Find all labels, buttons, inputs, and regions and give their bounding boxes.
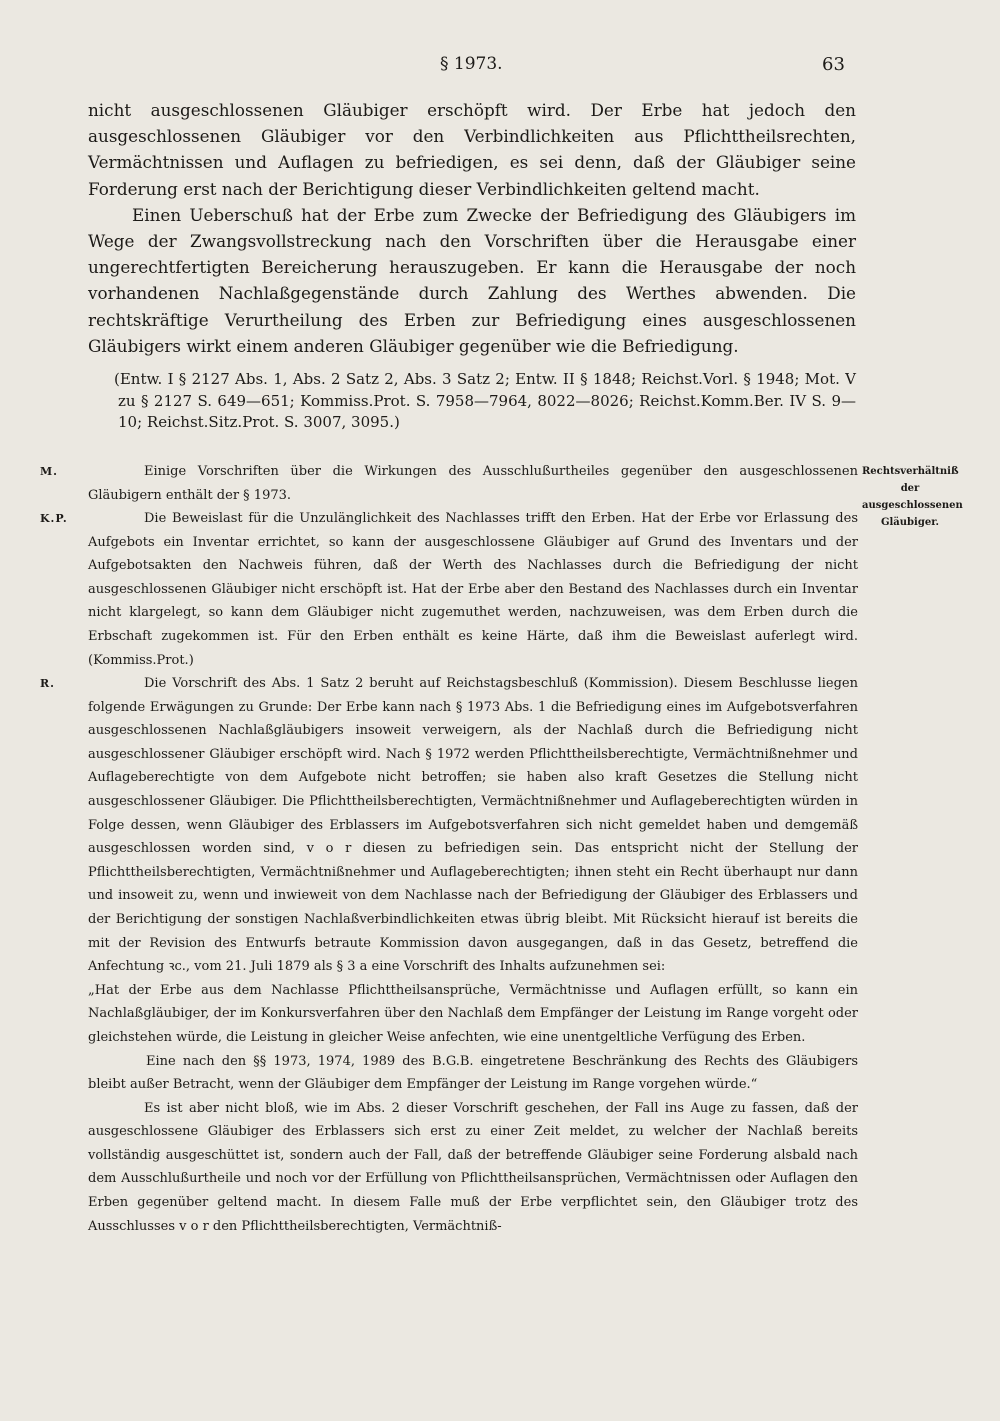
statute-paragraph: nicht ausgeschlossenen Gläubiger erschöpft wird. Der Erbe hat jedoch den ausgeschlossenen Gläubiger vor den Verbindlichkeiten aus Pflichttheilsrechten, Vermächtnissen und Auflagen zu befriedigen, es sei denn, daß der Gläubiger seine Forderung erst nach der Berichtigung dieser Verbindlichkeiten geltend macht. [88,100,856,199]
commentary-text: Es ist aber nicht bloß, wie im Abs. 2 dieser Vorschrift geschehen, der Fall ins Auge zu fassen, daß der ausgeschlossene Gläubiger des Erblassers sich erst zu einer Zeit meldet, zu welcher der Nachlaß bereits vollständig ausgeschüttet ist, sondern auch der Fall, daß der betreffende Gläubiger seine Forderung alsbald nach dem Ausschlußurtheile und noch vor der Erfüllung von Pflichttheilsansprüchen, Vermächtnissen oder Auflagen den Erben gegenüber geltend macht. In diesem Falle muß der Erbe verpflichtet sein, den Gläubiger trotz des Ausschlusses v o r den Pflichttheilsberechtigten, Vermächtniß- [88,1100,858,1234]
commentary-m [40,460,858,507]
source-tag: R. [40,677,55,690]
page-header [0,54,1000,82]
commentary-text: Die Vorschrift des Abs. 1 Satz 2 beruht auf Reichstagsbeschluß (Kommission). Diesem Beschlusse liegen folgende Erwägungen zu Grunde: Der Erbe kann nach § 1973 Abs. 1 die Befriedigung eines im Aufgebotsverfahren ausgeschlossenen Nachlaßgläubigers insoweit verweigern, als der Nachlaß durch die Befriedigung nicht ausgeschlossener Gläubiger erschöpft wird. Nach § 1972 werden Pflichttheilsberechtigte, Vermächtnißnehmer und Auflageberechtigte von dem Aufgebote nicht betroffen; sie haben also kraft Gesetzes die Stellung nicht ausgeschlossener Gläubiger. Die Pflichttheilsberechtigten, Vermächtnißnehmer und Auflageberechtigten würden in Folge dessen, wenn Gläubiger des Erblassers im Aufgebotsverfahren sich nicht gemeldet haben und demgemäß ausgeschlossen worden sind, v o r diesen zu befriedigen sein. Das entspricht nicht der Stellung der Pflichttheilsberechtigten, Vermächtnißnehmer und Auflageberechtigten; ihnen steht ein Recht überhaupt nur dann und insoweit zu, wenn und inwieweit von dem Nachlasse nach der Befriedigung der Gläubiger des Erblassers und der Berichtigung der sonstigen Nachlaßverbindlichkeiten etwas übrig bleibt. Mit Rücksicht hierauf ist bereits die mit der Revision des Entwurfs betraute Kommission davon ausgegangen, daß in das Gesetz, betreffend die Anfechtung ꝛc., vom 21. Juli 1879 als § 3 a eine Vorschrift des Inhalts aufzunehmen sei: [88,676,858,975]
statute-paragraph: Einen Ueberschuß hat der Erbe zum Zwecke der Befriedigung des Gläubigers im Wege der Zwangsvollstreckung nach den Vorschriften über die Herausgabe einer ungerechtfertigten Bereicherung herauszugeben. Er kann die Herausgabe der noch vorhandenen Nachlaßgegenstände durch Zahlung des Werthes abwenden. Die rechtskräftige Verurtheilung des Erben zur Befriedigung eines ausgeschlossenen Gläubigers wirkt einem anderen Gläubiger gegenüber wie die Befriedigung. [88,204,856,356]
margin-note: Rechtsverhältniß der ausgeschlossenen Gläubiger. [862,466,963,528]
source-references: (Entw. I § 2127 Abs. 1, Abs. 2 Satz 2, Abs. 3 Satz 2; Entw. II § 1848; Reichst.Vorl. § 1948; Mot. V zu § 2127 S. 649—651; Kommiss.Prot. S. 7958—7964, 8022—8026; Reichst.Komm.Ber. IV S. 9—10; Reichst.Sitz.Prot. S. 3007, 3095.) [114,370,856,432]
quoted-provision: Eine nach den §§ 1973, 1974, 1989 des B.G.B. eingetretene Beschränkung des Rechts des Gläubigers bleibt außer Betracht, wenn der Gläubiger dem Empfänger der Leistung im Range vorgehen würde.“ [88,1053,858,1093]
commentary-text: Einige Vorschriften über die Wirkungen des Ausschlußurtheiles gegenüber den ausgeschlossenen Gläubigern enthält der § 1973. [88,464,858,503]
commentary-text: Die Beweislast für die Unzulänglichkeit des Nachlasses trifft den Erben. Hat der Erbe vor Erlassung des Aufgebots ein Inventar errichtet, so kann der ausgeschlossene Gläubiger auf Grund des Inventars und der Aufgebotsakten den Nachweis führen, daß der Werth des Nachlasses durch die Befriedigung der nicht ausgeschlossenen Gläubiger nicht erschöpft ist. Hat der Erbe aber den Bestand des Nachlasses durch ein Inventar nicht klargelegt, so kann dem Gläubiger nicht zugemuthet werden, nachzuweisen, was dem Erben durch die Erbschaft zugekommen ist. Für den Erben enthält es keine Härte, daß ihm die Beweislast auferlegt wird. (Kommiss.Prot.) [88,511,858,668]
page-number: 63 [822,54,845,75]
source-tag: M. [40,465,59,478]
commentary-kp [40,507,858,672]
section-heading: § 1973. [440,54,503,74]
quoted-provision: „Hat der Erbe aus dem Nachlasse Pflichttheilsansprüche, Vermächtnisse und Auflagen erfüllt, so kann ein Nachlaßgläubiger, der im Konkursverfahren über den Nachlaß dem Empfänger der Leistung im Range vorgeht oder gleichstehen würde, die Leistung in gleicher Weise anfechten, wie eine unentgeltliche Verfügung des Erben. [88,982,858,1045]
statute-text [88,97,856,434]
commentary-r [40,672,858,1238]
source-tag: K.P. [40,512,68,525]
